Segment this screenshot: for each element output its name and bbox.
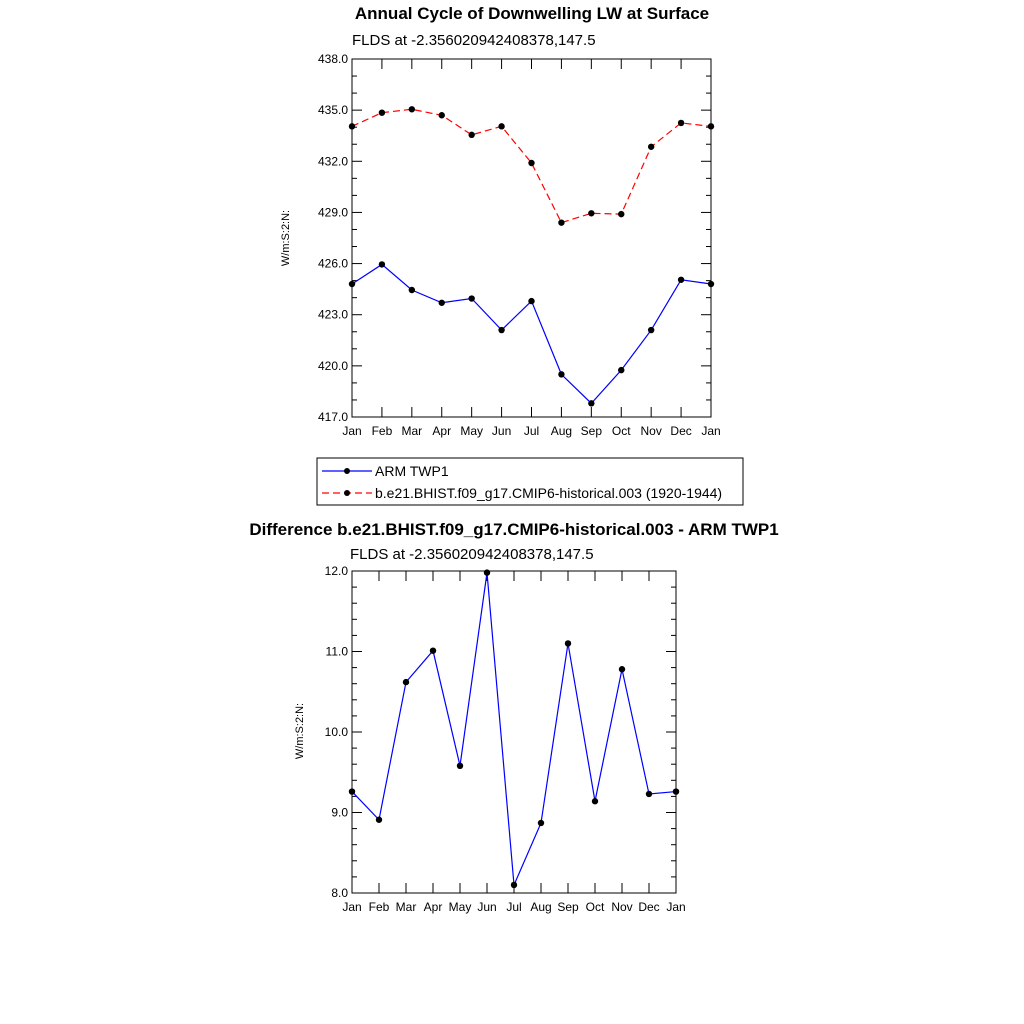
x-tick-label: Feb	[371, 424, 393, 438]
data-point	[379, 110, 385, 116]
data-point	[592, 798, 598, 804]
data-point	[349, 788, 355, 794]
data-point	[618, 211, 624, 217]
x-tick-label: Mar	[395, 900, 417, 914]
plot-frame	[352, 59, 711, 417]
data-point	[558, 371, 564, 377]
data-point	[619, 666, 625, 672]
data-point	[498, 123, 504, 129]
x-tick-label: Apr	[423, 900, 443, 914]
annual-cycle-chart	[280, 4, 743, 505]
data-point	[430, 647, 436, 653]
y-tick-label: 429.0	[317, 205, 348, 220]
x-tick-label: Jul	[506, 900, 522, 914]
x-tick-label: Mar	[401, 424, 423, 438]
data-point	[678, 277, 684, 283]
difference-chart	[249, 520, 778, 914]
data-point	[648, 144, 654, 150]
axis-ticks	[318, 52, 721, 438]
data-point	[565, 640, 571, 646]
data-point	[673, 788, 679, 794]
data-point	[349, 123, 355, 129]
legend-entry-arm: ARM TWP1	[375, 463, 449, 479]
data-point	[484, 569, 490, 575]
y-axis-label: W/m:S:2:N:	[294, 702, 306, 760]
data-point	[588, 400, 594, 406]
data-point	[618, 367, 624, 373]
data-point	[708, 281, 714, 287]
x-tick-label: Jul	[523, 424, 540, 438]
data-point	[403, 679, 409, 685]
data-point	[409, 106, 415, 112]
x-tick-label: Apr	[432, 424, 452, 438]
series-line	[352, 264, 711, 403]
chart-subtitle: FLDS at -2.356020942408378,147.5	[350, 546, 594, 563]
legend-marker-arm	[344, 468, 350, 474]
data-point	[498, 327, 504, 333]
series-layer	[349, 106, 714, 406]
chart-title: Annual Cycle of Downwelling LW at Surface	[354, 4, 710, 23]
y-tick-label: 12.0	[324, 564, 348, 578]
y-axis-label: W/m:S:2:N:	[280, 209, 292, 267]
y-tick-label: 9.0	[331, 805, 348, 820]
data-point	[511, 882, 517, 888]
x-tick-label: Sep	[580, 424, 603, 438]
data-point	[349, 281, 355, 287]
y-tick-label: 8.0	[331, 886, 348, 900]
data-point	[439, 300, 445, 306]
plot-frame	[352, 571, 676, 893]
x-tick-label: Nov	[640, 424, 662, 438]
x-tick-label: Jan	[666, 900, 686, 914]
y-tick-label: 417.0	[317, 410, 348, 424]
y-tick-label: 10.0	[324, 725, 348, 739]
series-layer	[349, 569, 679, 888]
data-point	[646, 791, 652, 797]
x-tick-label: May	[448, 900, 472, 914]
data-point	[439, 112, 445, 118]
x-tick-label: Sep	[557, 900, 579, 914]
x-tick-label: Oct	[611, 424, 631, 438]
data-point	[528, 298, 534, 304]
x-tick-label: Feb	[368, 900, 390, 914]
x-tick-label: Jan	[701, 424, 721, 438]
data-point	[376, 817, 382, 823]
data-point	[588, 210, 594, 216]
x-tick-label: Jun	[477, 900, 497, 914]
legend-entry-model: b.e21.BHIST.f09_g17.CMIP6-historical.003 (1920-1944)	[375, 485, 723, 501]
data-point	[678, 120, 684, 126]
x-tick-label: Aug	[530, 900, 552, 914]
data-point	[468, 132, 474, 138]
x-tick-label: Jan	[342, 900, 362, 914]
data-point	[528, 160, 534, 166]
x-tick-label: Dec	[670, 424, 692, 438]
data-point	[558, 219, 564, 225]
y-tick-label: 11.0	[325, 644, 348, 659]
y-tick-label: 423.0	[317, 307, 348, 322]
data-point	[708, 123, 714, 129]
y-tick-label: 435.0	[317, 103, 348, 118]
x-tick-label: Dec	[638, 900, 660, 914]
data-point	[468, 295, 474, 301]
axis-ticks	[325, 564, 686, 914]
legend-marker-model	[344, 490, 350, 496]
series-line	[352, 573, 676, 885]
y-tick-label: 426.0	[317, 256, 348, 271]
data-point	[379, 261, 385, 267]
x-tick-label: Oct	[585, 900, 605, 914]
chart-title: Difference b.e21.BHIST.f09_g17.CMIP6-historical.003 - ARM TWP1	[249, 520, 779, 539]
data-point	[648, 327, 654, 333]
y-tick-label: 420.0	[317, 358, 348, 373]
legend	[317, 458, 743, 505]
data-point	[457, 763, 463, 769]
y-tick-label: 438.0	[317, 52, 348, 66]
x-tick-label: Jun	[491, 424, 512, 438]
x-tick-label: Aug	[550, 424, 573, 438]
x-tick-label: May	[460, 424, 484, 438]
y-tick-label: 432.0	[317, 154, 348, 169]
chart-subtitle: FLDS at -2.356020942408378,147.5	[352, 32, 596, 49]
data-point	[409, 287, 415, 293]
x-tick-label: Nov	[611, 900, 633, 914]
x-tick-label: Jan	[342, 424, 362, 438]
data-point	[538, 820, 544, 826]
